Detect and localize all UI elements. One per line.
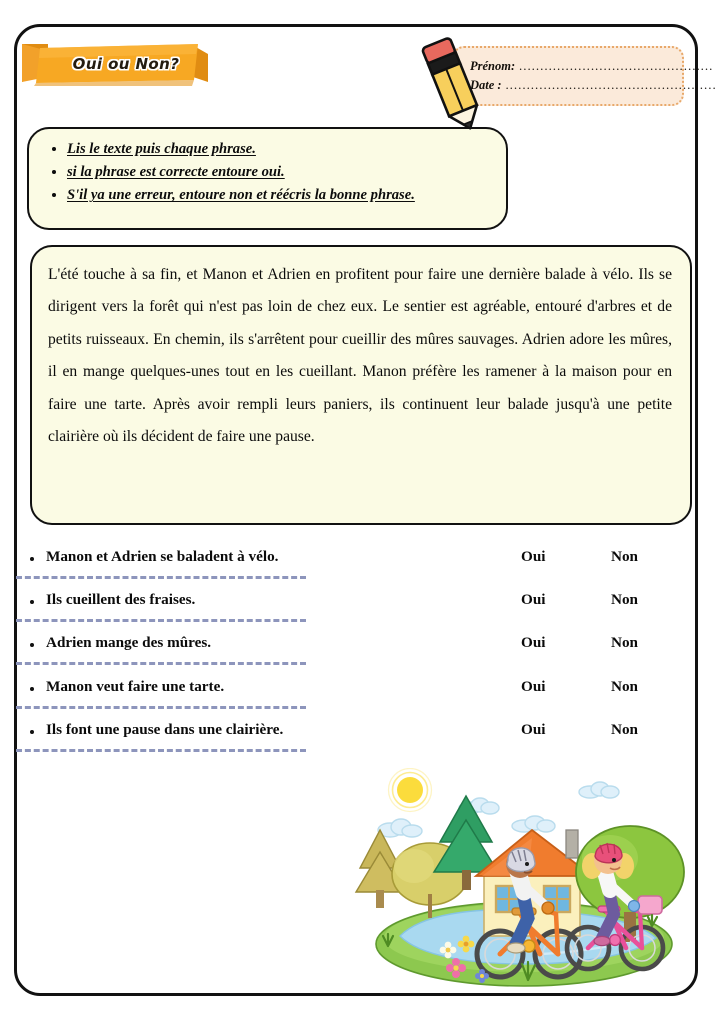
row-separator [16, 576, 306, 579]
question-row [16, 545, 696, 588]
bullet-icon [30, 687, 34, 691]
title-banner [22, 42, 208, 86]
answer-oui-option[interactable]: Oui [521, 591, 546, 609]
answer-non-option[interactable]: Non [611, 634, 639, 652]
instructions-list [43, 138, 492, 207]
prenom-label: Prénom: [470, 59, 516, 73]
question-text: Ils font une pause dans une clairière. [46, 720, 284, 738]
date-label: Date : [470, 78, 502, 92]
answer-non-option[interactable]: Non [611, 591, 639, 609]
title-banner-text: Oui ou Non? [72, 55, 180, 73]
question-text: Adrien mange des mûres. [46, 634, 212, 652]
row-separator [16, 619, 306, 622]
instruction-item: • si la phrase est correcte entoure oui. [67, 161, 492, 183]
bullet-icon [30, 600, 34, 604]
row-separator [16, 662, 306, 665]
answer-oui-option[interactable]: Oui [521, 677, 546, 695]
question-text: Manon veut faire une tarte. [46, 677, 225, 695]
question-row [16, 675, 696, 718]
instructions-box [27, 127, 508, 230]
answer-oui-option[interactable]: Oui [521, 634, 546, 652]
row-separator [16, 706, 306, 709]
pencil-icon [416, 34, 488, 138]
passage-text: L'été touche à sa fin, et Manon et Adrien en profitent pour faire une dernière balade à vélo. Ils se dirigent vers la forêt qui n'est pas loin de chez eux. Le sentier est agréable, entouré d'arbres et de petits ruisseaux. En chemin, ils s'arrêtent pour cueillir des mûres sauvages. Adrien adore les mûres, il en mange quelques-unes tout en les cueillant. Manon préfère les ramener à la maison pour en faire une tarte. Après avoir rempli leurs paniers, ils continuent leur balade jusqu'à une petite clairière où ils décident de faire une pause. [48, 266, 672, 446]
prenom-field[interactable] [470, 59, 714, 74]
prenom-dots: .............................................. [515, 59, 714, 73]
questions-list [16, 545, 696, 761]
answer-oui-option[interactable]: Oui [521, 548, 546, 565]
bullet-icon [30, 557, 34, 561]
answer-oui-option[interactable]: Oui [521, 720, 546, 738]
cycling-scene-illustration [352, 768, 696, 990]
reading-passage-box [30, 245, 692, 525]
sun-icon [389, 769, 432, 812]
question-row [16, 588, 696, 631]
date-dots: .................................................. [501, 78, 718, 92]
bullet-icon [30, 730, 34, 734]
row-separator [16, 749, 306, 752]
question-text: Ils cueillent des fraises. [46, 591, 196, 609]
question-row [16, 718, 696, 761]
instruction-item: • Lis le texte puis chaque phrase. [67, 138, 492, 160]
answer-non-option[interactable]: Non [611, 720, 639, 738]
instruction-item: • S'il ya une erreur, entoure non et réécris la bonne phrase. [67, 184, 492, 206]
question-row [16, 631, 696, 674]
answer-non-option[interactable]: Non [611, 677, 639, 695]
question-text: Manon et Adrien se baladent à vélo. [46, 548, 279, 565]
answer-non-option[interactable]: Non [611, 548, 639, 565]
bullet-icon [30, 643, 34, 647]
date-field[interactable] [470, 78, 717, 93]
